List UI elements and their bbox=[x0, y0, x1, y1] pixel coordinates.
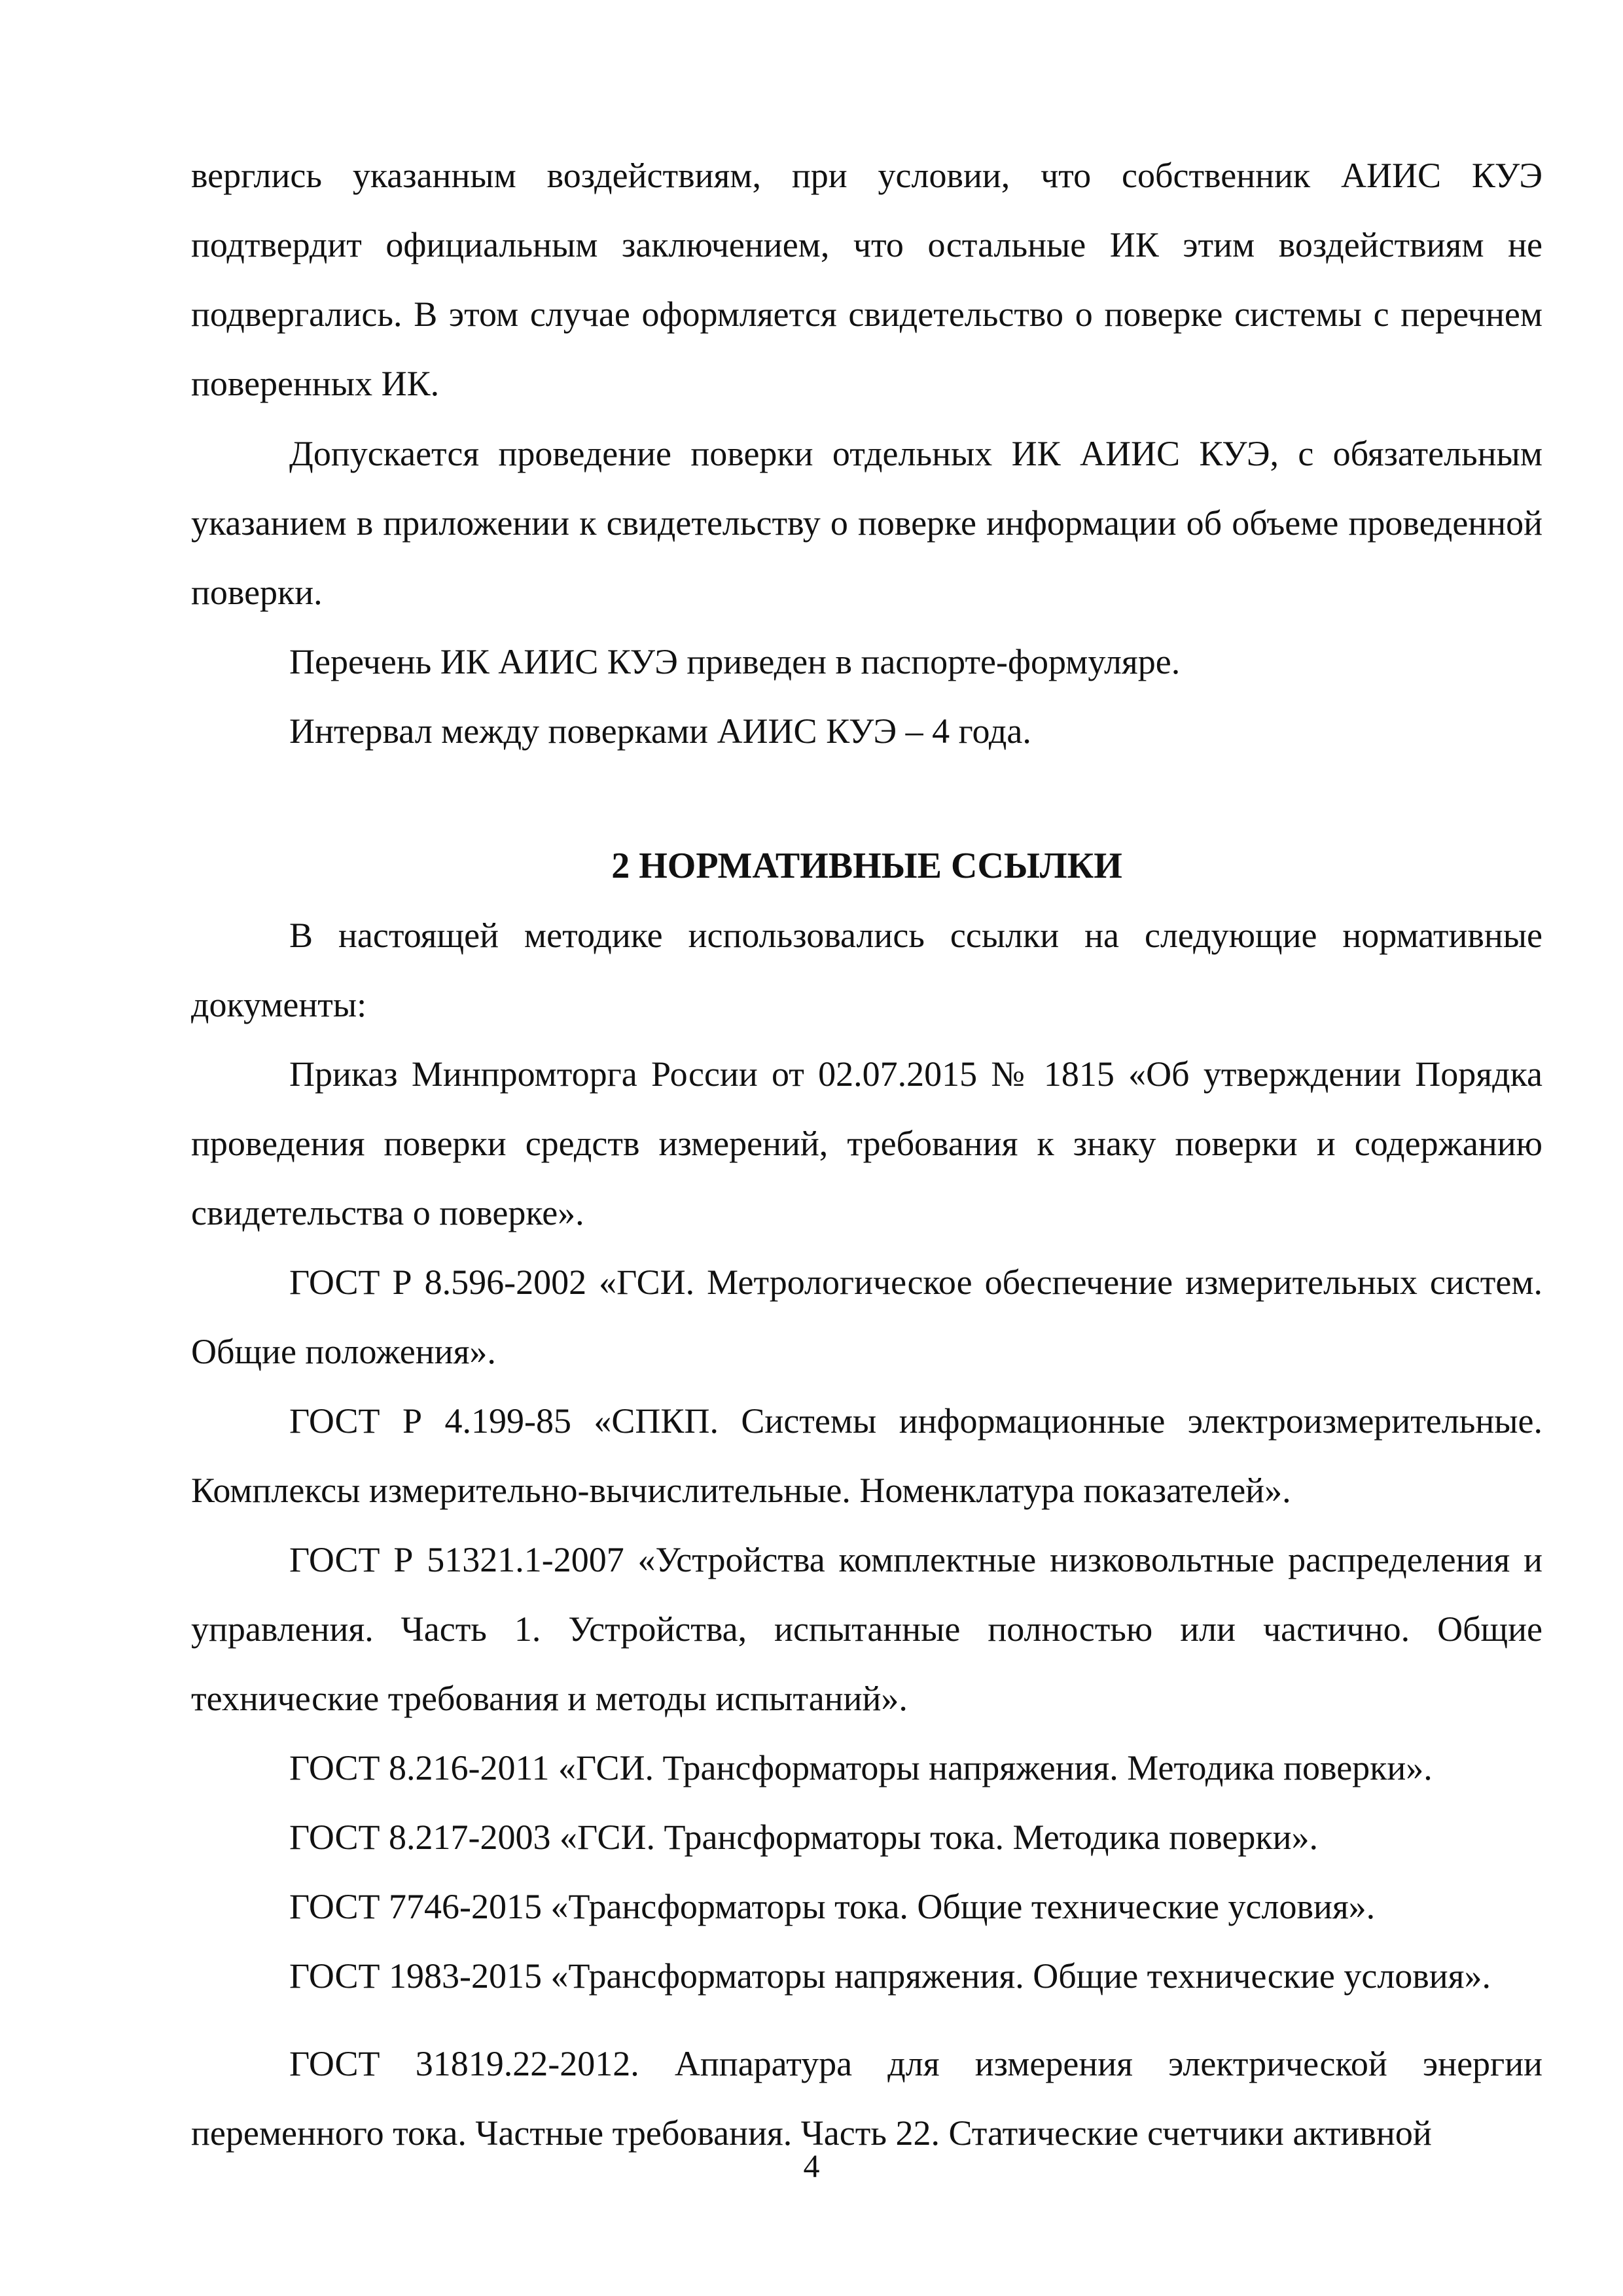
page-number: 4 bbox=[803, 2147, 820, 2184]
reference-item: ГОСТ 7746-2015 «Трансформаторы тока. Общие технические условия». bbox=[289, 1887, 1376, 1926]
paragraph-partial-verification: Допускается проведение поверки отдельных ИК АИИС КУЭ, с обязательным указанием в приложении к свидетельству о поверке информации об объеме проведенной поверки. bbox=[191, 434, 1543, 612]
reference-item: ГОСТ 1983-2015 «Трансформаторы напряжения. Общие технические условия». bbox=[289, 1956, 1491, 1996]
paragraph-channel-list: Перечень ИК АИИС КУЭ приведен в паспорте-формуляре. bbox=[289, 642, 1181, 681]
reference-item: Приказ Минпромторга России от 02.07.2015 № 1815 «Об утверждении Порядка проведения поверки средств измерений, требования к знаку поверки и содержанию свидетельства о поверке». bbox=[191, 1054, 1543, 1232]
paragraph-interval: Интервал между поверками АИИС КУЭ – 4 года. bbox=[289, 711, 1031, 751]
section-heading: 2 НОРМАТИВНЫЕ ССЫЛКИ bbox=[611, 846, 1122, 886]
reference-item: ГОСТ Р 51321.1-2007 «Устройства комплектные низковольтные распределения и управления. Часть 1. Устройства, испытанные полностью или частично. Общие технические требования и методы испытаний». bbox=[191, 1540, 1543, 1718]
reference-item: ГОСТ Р 8.596-2002 «ГСИ. Метрологическое обеспечение измерительных систем. Общие положения». bbox=[191, 1263, 1543, 1371]
reference-item: ГОСТ 8.216-2011 «ГСИ. Трансформаторы напряжения. Методика поверки». bbox=[289, 1748, 1433, 1787]
reference-item: ГОСТ Р 4.199-85 «СПКП. Системы информационные электроизмерительные. Комплексы измерительно-вычислительные. Номенклатура показателей». bbox=[191, 1401, 1543, 1510]
reference-item: ГОСТ 31819.22-2012. Аппаратура для измерения электрической энергии переменного тока. Частные требования. Часть 22. Статические счетчики активной bbox=[191, 2044, 1543, 2153]
reference-item: ГОСТ 8.217-2003 «ГСИ. Трансформаторы тока. Методика поверки». bbox=[289, 1818, 1318, 1857]
paragraph-continuation: верглись указанным воздействиям, при условии, что собственник АИИС КУЭ подтвердит официальным заключением, что остальные ИК этим воздействиям не подвергались. В этом случае оформляется свидетельство о поверке системы с перечнем поверенных ИК. bbox=[191, 156, 1543, 403]
section-intro: В настоящей методике использовались ссылки на следующие нормативные документы: bbox=[191, 916, 1543, 1024]
